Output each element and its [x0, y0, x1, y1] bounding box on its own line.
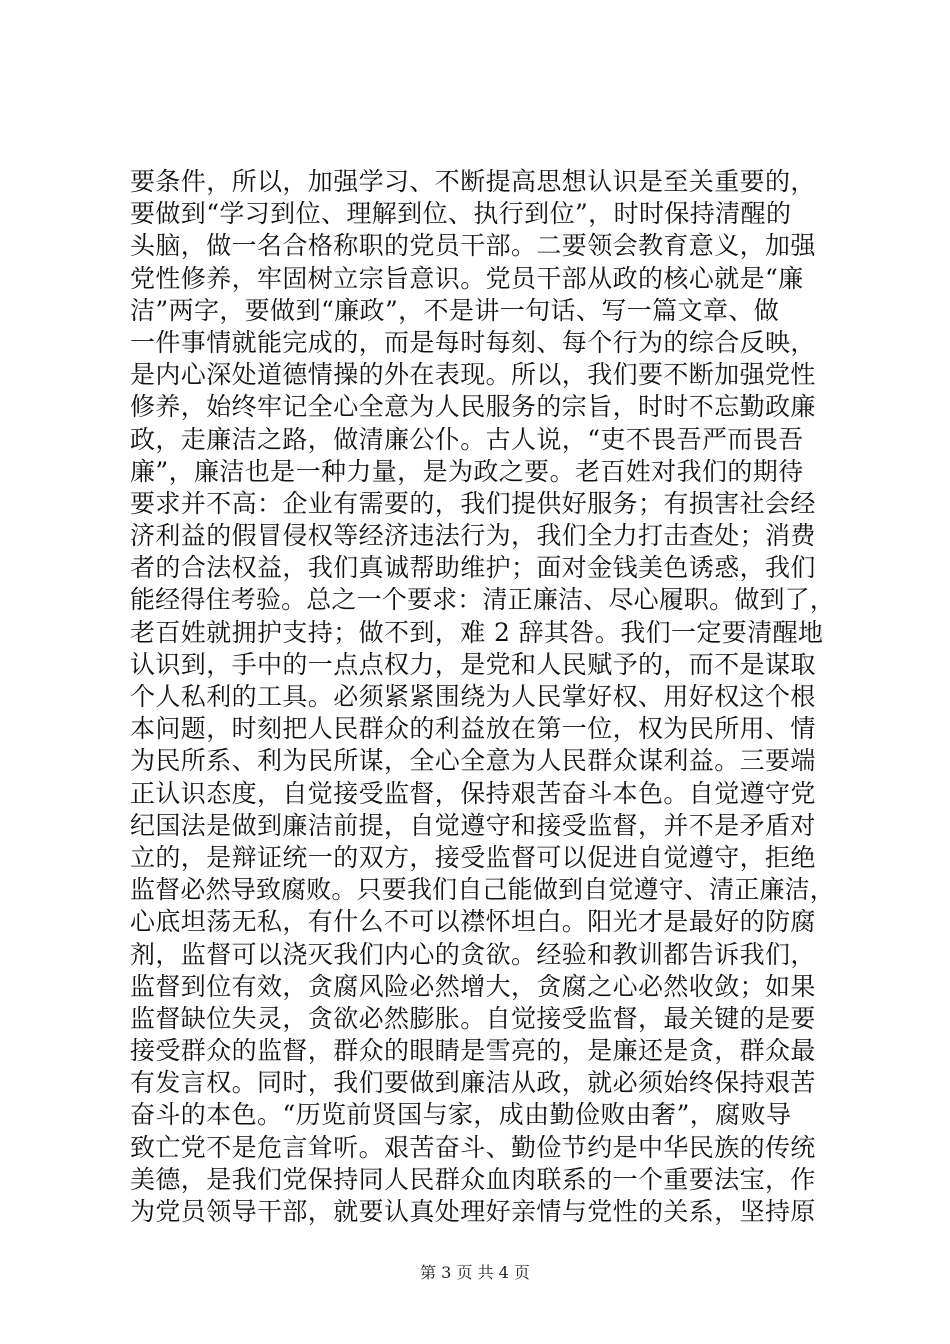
page-footer: 第 3 页 共 4 页 — [420, 1263, 530, 1282]
text-line: 有发言权。同时，我们要做到廉洁从政，就必须始终保持艰苦 — [130, 1068, 816, 1098]
text-line: 正认识态度，自觉接受监督，保持艰苦奋斗本色。自觉遵守党 — [130, 778, 816, 808]
text-line: 本问题，时刻把人民群众的利益放在第一位，权为民所用、情 — [130, 714, 816, 744]
text-line: 修养，始终牢记全心全意为人民服务的宗旨，时时不忘勤政廉 — [130, 392, 816, 422]
text-line: 纪国法是做到廉洁前提，自觉遵守和接受监督，并不是矛盾对 — [130, 810, 816, 840]
body-text — [130, 166, 835, 1228]
text-line: 为民所系、利为民所谋，全心全意为人民群众谋利益。三要端 — [130, 746, 816, 776]
text-line: 洁”两字，要做到“廉政”，不是讲一句话、写一篇文章、做 — [130, 295, 780, 325]
text-line: 头脑，做一名合格称职的党员干部。二要领会教育意义，加强 — [130, 231, 816, 261]
text-line: 是内心深处道德情操的外在表现。所以，我们要不断加强党性 — [130, 360, 816, 390]
text-line: 廉”，廉洁也是一种力量，是为政之要。老百姓对我们的期待 — [130, 456, 804, 486]
text-line: 认识到，手中的一点点权力，是党和人民赋予的，而不是谋取 — [130, 649, 816, 679]
text-line: 能经得住考验。总之一个要求：清正廉洁、尽心履职。做到了， — [130, 585, 835, 615]
text-line: 监督缺位失灵，贪欲必然膨胀。自觉接受监督，最关键的是要 — [130, 1003, 816, 1033]
text-line: 要做到“学习到位、理解到位、执行到位”，时时保持清醒的 — [130, 199, 792, 229]
text-line: 接受群众的监督，群众的眼睛是雪亮的，是廉还是贪，群众最 — [130, 1036, 816, 1066]
text-line: 为党员领导干部，就要认真处理好亲情与党性的关系，坚持原 — [130, 1197, 816, 1226]
text-line: 监督必然导致腐败。只要我们自己能做到自觉遵守、清正廉洁， — [130, 875, 835, 905]
text-line: 政，走廉洁之路，做清廉公仆。古人说，“吏不畏吾严而畏吾 — [130, 424, 804, 454]
text-line: 党性修养，牢固树立宗旨意识。党员干部从政的核心就是“廉 — [130, 263, 804, 293]
text-line: 济利益的假冒侵权等经济违法行为，我们全力打击查处；消费 — [130, 521, 816, 551]
text-line: 老百姓就拥护支持；做不到，难 2 辞其咎。我们一定要清醒地 — [130, 617, 824, 647]
text-line: 要求并不高：企业有需要的，我们提供好服务；有损害社会经 — [130, 488, 816, 518]
text-line: 心底坦荡无私，有什么不可以襟怀坦白。阳光才是最好的防腐 — [130, 907, 816, 937]
text-line: 要条件，所以，加强学习、不断提高思想认识是至关重要的， — [130, 167, 816, 196]
text-line: 者的合法权益，我们真诚帮助维护；面对金钱美色诱惑，我们 — [130, 553, 816, 583]
text-line: 奋斗的本色。“历览前贤国与家，成由勤俭败由奢”，腐败导 — [130, 1100, 792, 1130]
text-line: 监督到位有效，贪腐风险必然增大，贪腐之心必然收敛；如果 — [130, 971, 816, 1001]
text-line: 立的，是辩证统一的双方，接受监督可以促进自觉遵守，拒绝 — [130, 842, 816, 872]
text-line: 致亡党不是危言耸听。艰苦奋斗、勤俭节约是中华民族的传统 — [130, 1132, 816, 1162]
text-line: 个人私利的工具。必须紧紧围绕为人民掌好权、用好权这个根 — [130, 682, 816, 711]
text-line: 一件事情就能完成的，而是每时每刻、每个行为的综合反映， — [130, 327, 816, 357]
text-line: 剂，监督可以浇灭我们内心的贪欲。经验和教训都告诉我们， — [130, 939, 816, 969]
text-line: 美德，是我们党保持同人民群众血肉联系的一个重要法宝，作 — [130, 1164, 816, 1194]
